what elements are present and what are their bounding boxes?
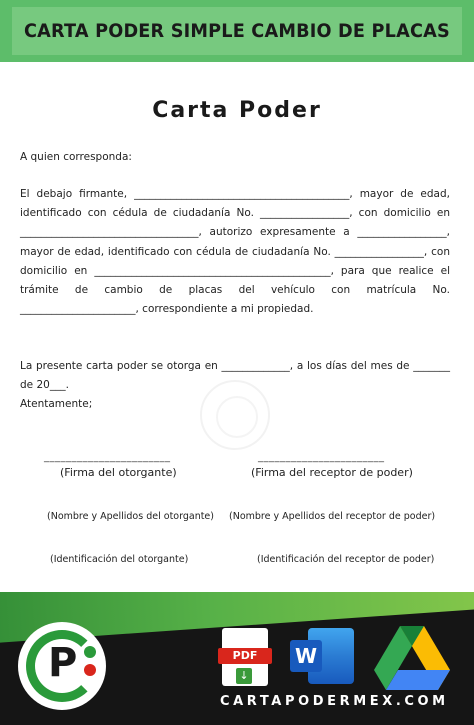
header-title-box	[12, 7, 462, 55]
document-sheet	[0, 62, 474, 592]
site-url[interactable]: CARTAPODERMEX.COM	[220, 694, 449, 709]
pdf-file-icon[interactable]	[222, 628, 268, 686]
header-banner	[0, 0, 474, 62]
brand-dot-green	[84, 646, 96, 658]
body-paragraph: El debajo firmante, _________________________________________, mayor de edad, identificado con cédula de ciudadanía No. _________________, con domicilio en __________________________________, autorizo expresamente a _________________, mayor de edad, identificado con cédula de ciudadanía No. _________________, con domicilio en _____________________________________________, para que realice el trámite de cambio de placas del vehículo con matrícula No. ______________________, correspondiente a mi propiedad.	[20, 188, 450, 316]
header-title: CARTA PODER SIMPLE CAMBIO DE PLACAS	[24, 20, 450, 42]
closing-paragraph: La presente carta poder se otorga en _____________, a los días del mes de _______ de 20___.	[20, 360, 450, 392]
brand-logo-icon[interactable]	[18, 622, 106, 710]
document-title: Carta Poder	[152, 98, 322, 123]
download-arrow-icon: ↓	[236, 668, 252, 684]
google-drive-icon[interactable]	[374, 626, 450, 690]
pdf-label: PDF	[218, 648, 272, 664]
signoff: Atentamente;	[20, 398, 93, 410]
word-letter: W	[290, 640, 322, 672]
receiver-id-label: (Identificación del receptor de poder)	[257, 554, 435, 565]
grantor-id-label: (Identificación del otorgante)	[50, 554, 189, 565]
grantor-signature-label: (Firma del otorgante)	[60, 466, 177, 479]
receiver-signature-label: (Firma del receptor de poder)	[251, 466, 413, 479]
receiver-signature-line: _______________________	[258, 452, 385, 463]
word-file-icon[interactable]	[290, 628, 354, 684]
brand-dot-red	[84, 664, 96, 676]
receiver-name-label: (Nombre y Apellidos del receptor de poder)	[229, 511, 436, 522]
watermark-seal-icon	[200, 380, 270, 450]
grantor-name-label: (Nombre y Apellidos del otorgante)	[47, 511, 214, 522]
footer	[0, 592, 474, 725]
grantor-signature-line: _______________________	[44, 452, 171, 463]
greeting: A quien corresponda:	[20, 151, 132, 163]
brand-letter: P	[48, 640, 78, 686]
